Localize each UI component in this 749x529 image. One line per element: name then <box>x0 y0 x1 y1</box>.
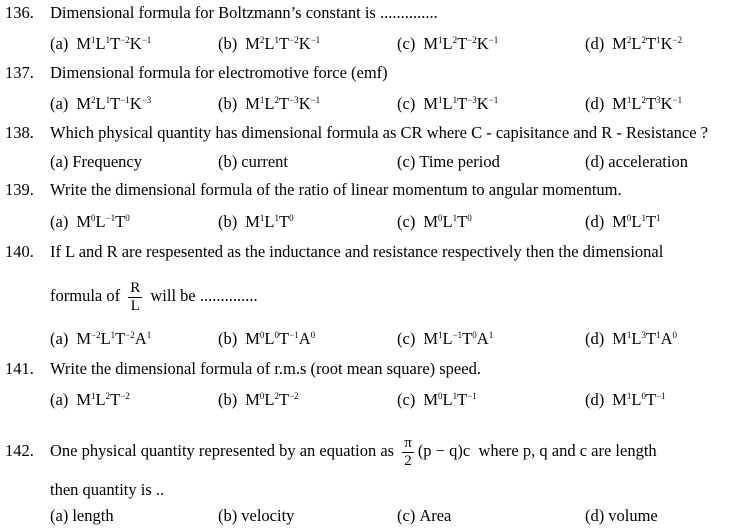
formula-exponent: 1 <box>641 213 647 223</box>
formula-base: A <box>298 329 311 348</box>
formula-exponent: 0 <box>91 213 96 223</box>
equation-expression: (p − q)c <box>417 441 471 460</box>
question-text: One physical quantity represented by an equation as <box>50 441 395 460</box>
option-d[interactable] <box>585 212 661 232</box>
formula-exponent: 1 <box>626 391 632 401</box>
formula-base: T <box>279 34 290 53</box>
option-d[interactable] <box>585 34 682 54</box>
formula-exponent: −1 <box>467 391 477 401</box>
option-label: (b) <box>218 329 238 348</box>
option-b[interactable] <box>218 329 315 349</box>
formula-base: T <box>646 34 657 53</box>
option-a[interactable] <box>50 152 142 172</box>
formula-base: M <box>245 212 260 231</box>
option-label: (d) <box>585 329 605 348</box>
formula-exponent: 1 <box>656 35 661 45</box>
question-number: 140. <box>5 242 34 261</box>
formula-exponent: 1 <box>656 330 661 340</box>
formula-exponent: 3 <box>656 95 661 105</box>
option-label: (d) <box>585 94 605 113</box>
question-number: 137. <box>5 63 34 82</box>
option-a[interactable] <box>50 390 130 410</box>
option-text: acceleration <box>608 152 688 171</box>
formula-exponent: 1 <box>105 35 111 45</box>
formula-base: M <box>76 212 91 231</box>
formula-exponent: −2 <box>467 35 477 45</box>
formula-exponent: 2 <box>259 35 265 45</box>
option-c[interactable] <box>397 212 472 232</box>
formula-exponent: 1 <box>274 213 280 223</box>
option-a[interactable] <box>50 212 130 232</box>
fraction-numerator: π <box>404 434 412 451</box>
option-text: velocity <box>241 506 295 525</box>
question-text: Dimensional formula for electromotive force (emf) <box>50 63 388 82</box>
formula-base: M <box>76 390 91 409</box>
formula-exponent: −2 <box>91 330 101 340</box>
formula-base: T <box>115 212 126 231</box>
formula-exponent: 1 <box>259 213 265 223</box>
option-text: current <box>241 152 288 171</box>
formula-base: M <box>245 34 260 53</box>
formula-exponent: −1 <box>310 35 321 45</box>
option-a[interactable] <box>50 329 151 349</box>
formula-base: T <box>110 94 121 113</box>
formula-base: A <box>476 329 489 348</box>
formula-base: L <box>95 390 106 409</box>
option-c[interactable] <box>397 34 498 54</box>
formula-exponent: −2 <box>125 330 135 340</box>
formula-base: M <box>612 94 627 113</box>
question-text: then quantity is .. <box>50 480 165 499</box>
formula-exponent: −1 <box>105 213 116 223</box>
formula-base: L <box>95 94 106 113</box>
formula-exponent: −1 <box>120 95 130 105</box>
option-label: (a) <box>50 390 69 409</box>
formula-base: L <box>264 34 275 53</box>
formula-exponent: 0 <box>259 330 265 340</box>
option-label: (b) <box>218 152 238 171</box>
question-number: 141. <box>5 359 34 378</box>
formula-base: T <box>462 329 473 348</box>
question-text: where p, q and c are length <box>478 441 657 460</box>
formula-base: L <box>264 212 275 231</box>
formula-exponent: 2 <box>626 35 632 45</box>
question-number: 138. <box>5 123 34 142</box>
option-c[interactable] <box>397 390 477 410</box>
formula-base: M <box>245 94 260 113</box>
formula-base: M <box>612 390 627 409</box>
formula-exponent: 0 <box>467 213 472 223</box>
fraction-r-over-l <box>128 280 142 315</box>
formula-base: L <box>442 390 453 409</box>
formula-exponent: −1 <box>452 330 463 340</box>
formula-exponent: 0 <box>274 330 280 340</box>
option-label: (b) <box>218 212 238 231</box>
formula-exponent: 1 <box>626 330 632 340</box>
formula-base: K <box>298 94 311 113</box>
formula-exponent: 2 <box>641 95 647 105</box>
formula-exponent: 0 <box>259 391 265 401</box>
formula-base: T <box>457 390 468 409</box>
formula-base: L <box>631 390 642 409</box>
option-label: (c) <box>397 34 416 53</box>
option-b[interactable] <box>218 390 299 410</box>
formula-exponent: 2 <box>91 95 96 105</box>
formula-exponent: −2 <box>672 35 683 45</box>
formula-exponent: 1 <box>91 391 96 401</box>
formula-base: M <box>423 329 438 348</box>
formula-base: L <box>100 329 111 348</box>
formula-base: T <box>279 94 290 113</box>
question-number: 139. <box>5 180 34 199</box>
option-d[interactable] <box>585 152 688 172</box>
formula-base: L <box>95 212 106 231</box>
option-a[interactable] <box>50 94 151 114</box>
formula-exponent: 1 <box>91 35 96 45</box>
formula-base: M <box>245 390 260 409</box>
formula-exponent: −1 <box>289 330 299 340</box>
formula-base: L <box>264 390 275 409</box>
option-label: (d) <box>585 506 605 525</box>
formula-base: L <box>631 94 642 113</box>
option-label: (b) <box>218 390 238 409</box>
formula-base: A <box>660 329 673 348</box>
formula-base: K <box>129 34 142 53</box>
formula-base: L <box>631 329 642 348</box>
formula-base: L <box>264 94 275 113</box>
option-text: Frequency <box>72 152 142 171</box>
formula-exponent: 0 <box>438 213 443 223</box>
option-label: (c) <box>397 329 416 348</box>
option-label: (d) <box>585 212 605 231</box>
formula-base: L <box>442 94 453 113</box>
formula-base: T <box>279 329 290 348</box>
option-c[interactable] <box>397 506 451 526</box>
formula-exponent: 2 <box>105 391 111 401</box>
option-c[interactable] <box>397 329 493 349</box>
option-b[interactable] <box>218 506 294 526</box>
option-label: (a) <box>50 329 69 348</box>
formula-exponent: −1 <box>488 95 499 105</box>
option-label: (b) <box>218 34 238 53</box>
formula-base: M <box>245 329 260 348</box>
question-number: 136. <box>5 3 34 22</box>
option-c[interactable] <box>397 94 498 114</box>
fraction-pi-over-2 <box>402 435 414 470</box>
formula-exponent: 1 <box>438 330 443 340</box>
formula-base: T <box>279 390 290 409</box>
formula-exponent: 1 <box>146 330 152 340</box>
formula-base: T <box>110 34 121 53</box>
formula-base: K <box>476 34 489 53</box>
formula-base: M <box>423 94 438 113</box>
formula-base: T <box>457 212 468 231</box>
question-number: 142. <box>5 441 34 460</box>
formula-exponent: 0 <box>672 330 678 340</box>
formula-exponent: 1 <box>110 330 116 340</box>
formula-base: M <box>612 212 627 231</box>
formula-base: M <box>76 34 91 53</box>
formula-base: M <box>423 212 438 231</box>
formula-exponent: 0 <box>289 213 294 223</box>
option-label: (d) <box>585 390 605 409</box>
formula-base: M <box>612 34 627 53</box>
option-c[interactable] <box>397 152 500 172</box>
option-text: volume <box>608 506 658 525</box>
formula-exponent: −2 <box>120 35 130 45</box>
formula-exponent: 2 <box>452 35 458 45</box>
option-text: Time period <box>419 152 500 171</box>
formula-exponent: −2 <box>289 391 299 401</box>
formula-base: L <box>442 212 453 231</box>
formula-exponent: 3 <box>641 330 647 340</box>
formula-exponent: 1 <box>656 213 661 223</box>
formula-exponent: 1 <box>438 35 443 45</box>
formula-base: T <box>279 212 290 231</box>
option-b[interactable] <box>218 34 320 54</box>
option-label: (c) <box>397 390 416 409</box>
formula-exponent: 0 <box>125 213 130 223</box>
formula-base: T <box>457 34 468 53</box>
option-b[interactable] <box>218 94 320 114</box>
question-text: formula of <box>50 286 121 305</box>
fraction-denominator: 2 <box>404 452 412 469</box>
question-text: Dimensional formula for Boltzmann’s constant is .............. <box>50 3 438 22</box>
formula-base: K <box>298 34 311 53</box>
formula-exponent: 1 <box>452 391 458 401</box>
question-text: If L and R are respesented as the inductance and resistance respectively then the dimensional <box>50 242 664 261</box>
formula-exponent: 0 <box>472 330 477 340</box>
formula-exponent: −1 <box>488 35 499 45</box>
formula-base: T <box>646 94 657 113</box>
formula-exponent: −3 <box>467 95 477 105</box>
formula-base: L <box>442 329 453 348</box>
option-label: (a) <box>50 94 69 113</box>
option-a[interactable] <box>50 34 151 54</box>
question-text: Which physical quantity has dimensional formula as CR where C - capisitance and R - Resistance ? <box>50 123 708 142</box>
formula-base: L <box>264 329 275 348</box>
formula-base: L <box>442 34 453 53</box>
option-d[interactable] <box>585 390 666 410</box>
formula-base: T <box>646 329 657 348</box>
formula-exponent: 0 <box>310 330 316 340</box>
formula-exponent: 1 <box>105 95 111 105</box>
formula-exponent: −2 <box>120 391 130 401</box>
formula-exponent: 2 <box>274 391 280 401</box>
formula-exponent: −1 <box>672 95 683 105</box>
question-text: will be .............. <box>150 286 258 305</box>
formula-base: L <box>631 34 642 53</box>
formula-exponent: −1 <box>141 35 152 45</box>
option-d[interactable] <box>585 329 677 349</box>
formula-base: K <box>660 94 673 113</box>
option-d[interactable] <box>585 506 658 526</box>
option-label: (c) <box>397 506 416 525</box>
formula-base: M <box>423 390 438 409</box>
question-text: Write the dimensional formula of the ratio of linear momentum to angular momentum. <box>50 180 622 199</box>
formula-exponent: 1 <box>626 95 632 105</box>
option-a[interactable] <box>50 506 114 526</box>
formula-base: T <box>646 212 657 231</box>
formula-base: T <box>457 94 468 113</box>
option-text: Area <box>419 506 452 525</box>
formula-exponent: −3 <box>141 95 152 105</box>
formula-exponent: −2 <box>289 35 299 45</box>
formula-exponent: −1 <box>310 95 321 105</box>
formula-base: M <box>423 34 438 53</box>
formula-base: L <box>95 34 106 53</box>
formula-exponent: −1 <box>656 391 666 401</box>
formula-base: M <box>76 94 91 113</box>
formula-base: M <box>612 329 627 348</box>
option-label: (a) <box>50 34 69 53</box>
formula-exponent: 1 <box>274 35 280 45</box>
formula-base: K <box>660 34 673 53</box>
formula-exponent: 1 <box>452 213 458 223</box>
formula-exponent: −3 <box>289 95 299 105</box>
fraction-numerator: R <box>130 279 141 296</box>
formula-exponent: 1 <box>488 330 494 340</box>
formula-base: M <box>76 329 91 348</box>
option-label: (d) <box>585 34 605 53</box>
option-text: length <box>72 506 114 525</box>
option-label: (c) <box>397 212 416 231</box>
formula-exponent: 2 <box>641 35 647 45</box>
formula-exponent: 2 <box>274 95 280 105</box>
question-text: Write the dimensional formula of r.m.s (root mean square) speed. <box>50 359 481 378</box>
option-label: (a) <box>50 506 69 525</box>
formula-exponent: 0 <box>641 391 647 401</box>
option-label: (a) <box>50 152 69 171</box>
formula-exponent: 0 <box>438 391 443 401</box>
option-label: (b) <box>218 94 238 113</box>
option-label: (b) <box>218 506 238 525</box>
formula-base: T <box>110 390 121 409</box>
formula-base: L <box>631 212 642 231</box>
option-label: (c) <box>397 152 416 171</box>
formula-base: K <box>476 94 489 113</box>
formula-base: K <box>129 94 142 113</box>
option-b[interactable] <box>218 152 288 172</box>
option-b[interactable] <box>218 212 294 232</box>
option-label: (a) <box>50 212 69 231</box>
formula-exponent: 1 <box>438 95 443 105</box>
formula-base: T <box>115 329 126 348</box>
option-d[interactable] <box>585 94 682 114</box>
option-label: (c) <box>397 94 416 113</box>
formula-exponent: 0 <box>626 213 632 223</box>
formula-base: A <box>134 329 147 348</box>
formula-exponent: 1 <box>259 95 265 105</box>
fraction-denominator: L <box>130 297 140 314</box>
option-label: (d) <box>585 152 605 171</box>
formula-base: T <box>646 390 657 409</box>
formula-exponent: 1 <box>452 95 458 105</box>
